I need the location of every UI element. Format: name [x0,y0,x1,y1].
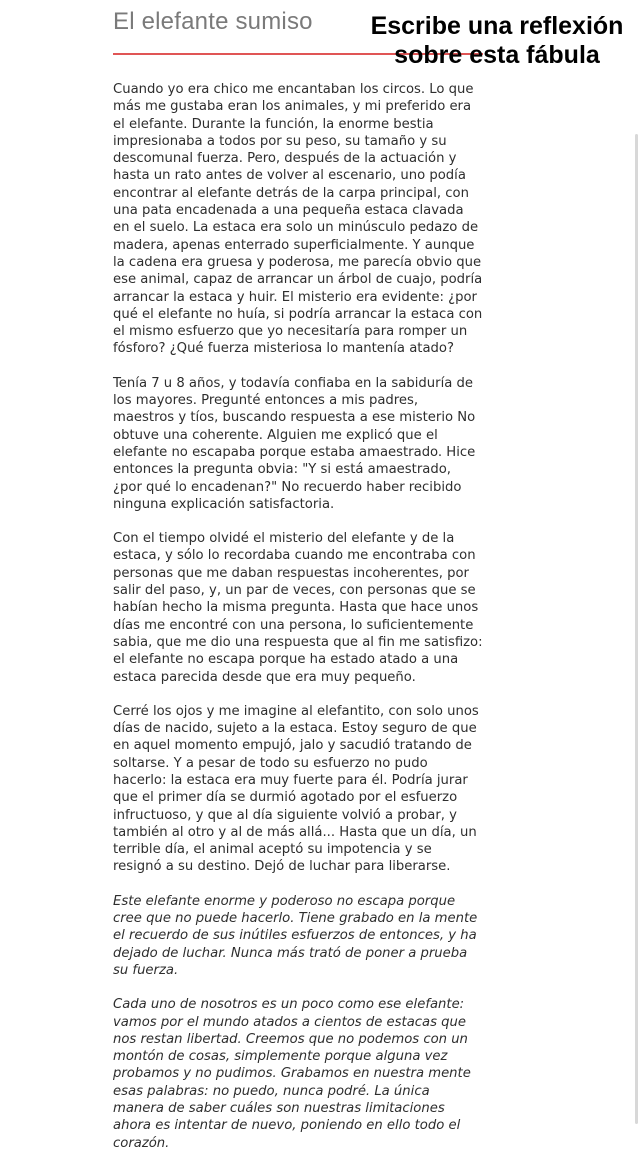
instruction-line-1: Escribe una reflexión [370,12,624,40]
instruction-line-2: sobre esta fábula [394,41,600,69]
scrollbar[interactable] [635,134,638,1124]
paragraph-6-italic: Cada uno de nosotros es un poco como ese elefante: vamos por el mundo atados a cientos de estacas que nos restan libertad. Creemos que no podemos con un montón de cosas, simplemente porque alguna vez probamos y no pudimos. Grabamos en nuestra mente esas palabras: no puedo, nunca podré. La única manera de saber cuáles son nuestras limitaciones ahora es intentar de nuevo, poniendo en ello todo el corazón. [113,997,471,1151]
instruction-overlay [358,12,636,70]
paragraph-5-italic: Este elefante enorme y poderoso no escapa porque cree que no puede hacerlo. Tiene grabado en la mente el recuerdo de sus inútiles esfuerzos de entonces, y ha dejado de luchar. Nunca más trató de poner a prueba su fuerza. [113,893,478,978]
article-body [113,81,483,1169]
paragraph-4: Cerré los ojos y me imagine al elefantito, con solo unos días de nacido, sujeto a la estaca. Estoy seguro de que en aquel momento empujó, jalo y sacudió tratando de soltarse. Y a pesar de todo su esfuerzo no pudo hacerlo: la estaca era muy fuerte para él. Podría jurar que el primer día se durmió agotado por el esfuerzo infructuoso, y que al día siguiente volvió a probar, y también al otro y al de más allá... Hasta que un día, un terrible día, el animal aceptó su impotencia y se resignó a su destino. Dejó de luchar para liberarse. [113,703,479,875]
article-title: El elefante sumiso [113,8,313,35]
paragraph-1: Cuando yo era chico me encantaban los circos. Lo que más me gustaba eran los animales, y mi preferido era el elefante. Durante la función, la enorme bestia impresionaba a todos por su peso, su tamaño y su descomunal fuerza. Pero, después de la actuación y hasta un rato antes de volver al escenario, uno podía encontrar al elefante detrás de la carpa principal, con una pata encadenada a una pequeña estaca clavada en el suelo. La estaca era solo un minúsculo pedazo de madera, apenas enterrado superficialmente. Y aunque la cadena era gruesa y poderosa, me parecía obvio que ese animal, capaz de arrancar un árbol de cuajo, podría arrancar la estaca y huir. El misterio era evidente: ¿por qué el elefante no huía, si podría arrancar la estaca con el mismo esfuerzo que yo necesitaría para romper un fósforo? ¿Qué fuerza misteriosa lo mantenía atado? [113,82,483,357]
paragraph-2: Tenía 7 u 8 años, y todavía confiaba en la sabiduría de los mayores. Pregunté entonces a mis padres, maestros y tíos, buscando respuesta a ese misterio No obtuve una coherente. Alguien me explicó que el elefante no escapaba porque estaba amaestrado. Hice entonces la pregunta obvia: "Y si está amaestrado, ¿por qué lo encadenan?" No recuerdo haber recibido ninguna explicación satisfactoria. [113,375,476,512]
paragraph-3: Con el tiempo olvidé el misterio del elefante y de la estaca, y sólo lo recordaba cuando me encontraba con personas que me daban respuestas incoherentes, por salir del paso, y, un par de veces, con personas que se habían hecho la misma pregunta. Hasta que hace unos días me encontré con una persona, lo suficientemente sabia, que me dio una respuesta que al fin me satisfizo: el elefante no escapa porque ha estado atado a una estaca parecida desde que era muy pequeño. [113,531,483,685]
